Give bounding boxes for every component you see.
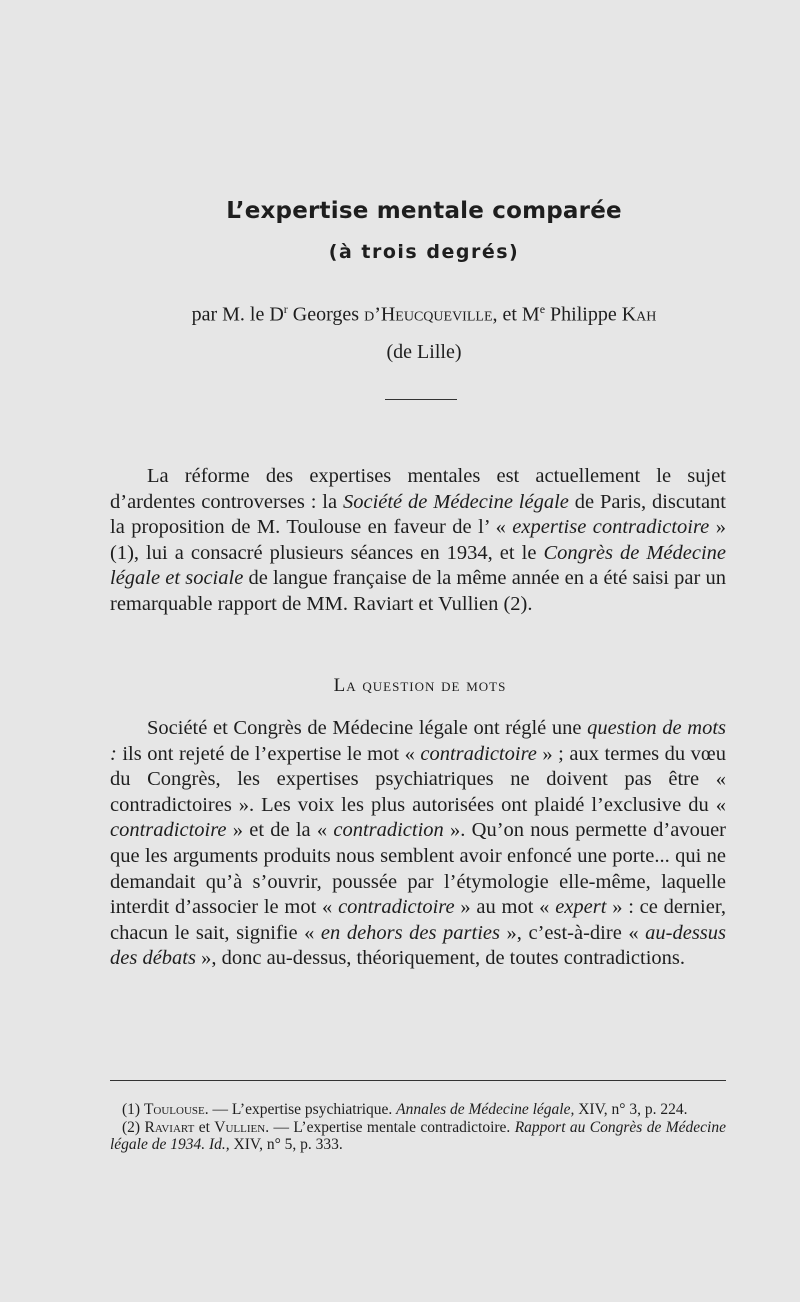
text-run: » (1), lui a consacré plusieurs séances en 1934, et le xyxy=(110,516,726,564)
italic-run: question de mots : xyxy=(110,717,726,765)
text-run: Société et Congrès de Médecine légale ont réglé une xyxy=(147,717,588,739)
italic-run: contradictoire xyxy=(420,742,537,765)
italic-run: Rapport au Congrès de Médecine légale de 1934. Id., xyxy=(110,1118,726,1153)
title-separator-rule xyxy=(385,399,457,400)
footnote-2 xyxy=(110,1119,726,1154)
text-run: La réforme des expertises mentales est actuellement le sujet d’ardentes controverses : la xyxy=(110,465,726,513)
text-run: ils ont rejeté de l’expertise le mot « xyxy=(116,742,421,765)
text-run: », c’est-à-dire « xyxy=(500,921,646,944)
authors-prefix: par M. le D xyxy=(191,303,284,326)
italic-run: Annales de Médecine légale, xyxy=(396,1101,575,1118)
footnote-number: (1) xyxy=(122,1101,144,1118)
italic-run: Société de Médecine légale xyxy=(342,490,569,513)
text-run: . — L’expertise psychiatrique. xyxy=(204,1101,397,1118)
text-run: » ; aux termes du vœu du Congrès, les expertises psychiatriques ne doivent pas être « contradictoires ». Les voix les plus autorisées ont plaidé l’exclusive du « xyxy=(110,742,726,816)
article-subtitle: (à trois degrés) xyxy=(328,241,520,263)
text-run: et xyxy=(194,1118,215,1136)
italic-run: expertise contradictoire xyxy=(512,516,710,539)
author2-first-name: Philippe xyxy=(550,303,617,326)
text-run: de langue française de la même année en a été saisi par un remarquable rapport de MM. Raviart et Vullien (2). xyxy=(110,567,726,615)
article-title: L’expertise mentale comparée xyxy=(226,198,622,224)
affiliation: (de Lille) xyxy=(386,341,462,363)
authors-superscript-2: e xyxy=(539,302,546,316)
author1-last-name: d’Heucqueville xyxy=(364,303,493,326)
italic-run: expert xyxy=(555,896,607,919)
italic-run: contradictoire xyxy=(338,896,455,919)
italic-run: contradictoire xyxy=(110,819,227,842)
italic-run: Congrès de Médecine légale et sociale xyxy=(110,541,727,590)
text-run: ». Qu’on nous permette d’avouer que les arguments produits nous semblent avoir enfoncé une porte... qui ne demandait qu’à s’ouvrir, poussée par l’étymologie elle-même, laquelle interdit d’associer le mot « xyxy=(110,819,726,919)
footnote-number: (2) xyxy=(122,1118,145,1136)
footnote-separator-rule xyxy=(110,1080,726,1081)
footnote-1 xyxy=(110,1101,726,1119)
footnote-author: Raviart xyxy=(144,1118,195,1136)
text-run: de Paris, discutant la proposition de M. Toulouse en faveur de l’ « xyxy=(110,490,726,539)
section-heading: La question de mots xyxy=(333,675,507,696)
text-run: » et de la « xyxy=(226,819,334,842)
text-run: » au mot « xyxy=(454,896,556,919)
author-line xyxy=(0,302,800,327)
footnote-author: Toulouse xyxy=(143,1101,205,1118)
authors-middle: , et M xyxy=(492,303,540,326)
author1-first-name: Georges xyxy=(292,303,360,326)
text-run: XIV, n° 5, p. 333. xyxy=(229,1136,343,1153)
paragraph-question-de-mots xyxy=(110,716,726,972)
authors-superscript-1: r xyxy=(283,302,288,316)
text-run: », donc au-dessus, théoriquement, de toutes contradictions. xyxy=(195,947,686,970)
text-run: » : ce dernier, chacun le sait, signifie « xyxy=(110,896,726,944)
author2-last-name: Kah xyxy=(621,303,657,326)
paragraph-intro xyxy=(110,464,726,618)
footnote-author: Vullien xyxy=(214,1118,266,1136)
text-run: . — L’expertise mentale contradictoire. xyxy=(265,1118,515,1136)
italic-run: au-dessus des débats xyxy=(110,921,726,970)
footnotes xyxy=(110,1101,726,1154)
italic-run: en dehors des parties xyxy=(320,921,500,944)
italic-run: contradiction xyxy=(333,819,444,842)
text-run: XIV, n° 3, p. 224. xyxy=(574,1101,688,1118)
